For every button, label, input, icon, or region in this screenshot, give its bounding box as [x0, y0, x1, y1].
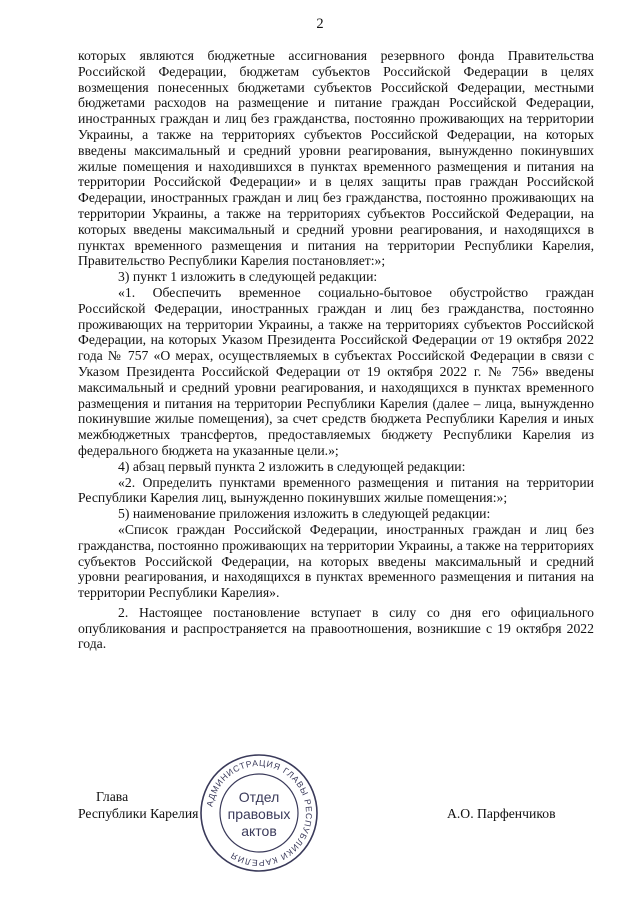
page-number: 2 — [316, 16, 324, 32]
paragraph: 2. Настоящее постановление вступает в силу со дня его официального опубликования и распространяется на правоотношения, возникшие с 19 октября 2022 года. — [78, 604, 594, 652]
official-stamp — [198, 752, 320, 874]
paragraph: 5) наименование приложения изложить в следующей редакции: — [118, 506, 491, 522]
document-body — [78, 48, 594, 652]
paragraph: 4) абзац первый пункта 2 изложить в следующей редакции: — [118, 458, 466, 474]
paragraph: которых являются бюджетные ассигнования резервного фонда Правительства Российской Федерации, бюджетам субъектов Российской Федерации в целях возмещения понесенных бюджетами субъектов Российской Федерации, местными бюджетами расходов на размещение и питание граждан Российской Федерации, иностранных граждан и лиц без гражданства, постоянно проживающих на территории Украины, а также на территориях субъектов Российской Федерации, на которых введены максимальный и средний уровни реагирования, вынужденно покинувших жилые помещения и находившихся в пунктах временного размещения и питания на территории Российской Федерации» и в целях защиты прав граждан Российской Федерации, иностранных граждан и лиц без гражданства, постоянно проживающих на территории Украины, а также на территориях субъектов Российской Федерации, на которых введены максимальный и средний уровни реагирования, и находящихся в пунктах временного размещения и питания на территории Республики Карелия, Правительство Республики Карелия постановляет:»; — [78, 48, 594, 269]
stamp-line: актов — [241, 823, 277, 839]
stamp-ring-text: АДМИНИСТРАЦИЯ ГЛАВЫ РЕСПУБЛИКИ КАРЕЛИЯ — [204, 757, 315, 869]
signatory-name: А.О. Парфенчиков — [447, 806, 556, 821]
paragraph: «2. Определить пунктами временного размещения и питания на территории Республики Карелия лиц, вынужденно покинувших жилые помещения:»; — [78, 474, 594, 506]
signature-title: Глава — [96, 789, 129, 804]
stamp-line: Отдел — [238, 789, 280, 805]
signature-region: Республики Карелия — [78, 806, 199, 821]
paragraph: «1. Обеспечить временное социально-бытовое обустройство граждан Российской Федерации, иностранных граждан и лиц без гражданства, постоянно проживающих на территории Украины, а также на территориях субъектов Российской Федерации, на которых Указом Президента Российской Федерации от 19 октября 2022 года № 757 «О мерах, осуществляемых в субъектах Российской Федерации в связи с Указом Президента Российской Федерации от 19 октября 2022 г. № 756» введены максимальный и средний уровни реагирования, и находящихся в пунктах временного размещения и питания на территории Республики Карелия (далее – лица, вынужденно покинувшие жилые помещения), за счет средств бюджета Республики Карелия и иных межбюджетных трансфертов, предоставляемых бюджету Республики Карелия из федерального бюджета на указанные цели.»; — [78, 284, 594, 458]
stamp-line: правовых — [227, 806, 291, 822]
paragraph: «Список граждан Российской Федерации, иностранных граждан и лиц без гражданства, постоянно проживающих на территории Украины, а также на территориях субъектов Российской Федерации, на которых введены максимальный и средний уровни реагирования, и находящихся в пунктах временного размещения и питания на территории Республики Карелия». — [78, 521, 594, 601]
paragraph: 3) пункт 1 изложить в следующей редакции: — [118, 269, 378, 285]
